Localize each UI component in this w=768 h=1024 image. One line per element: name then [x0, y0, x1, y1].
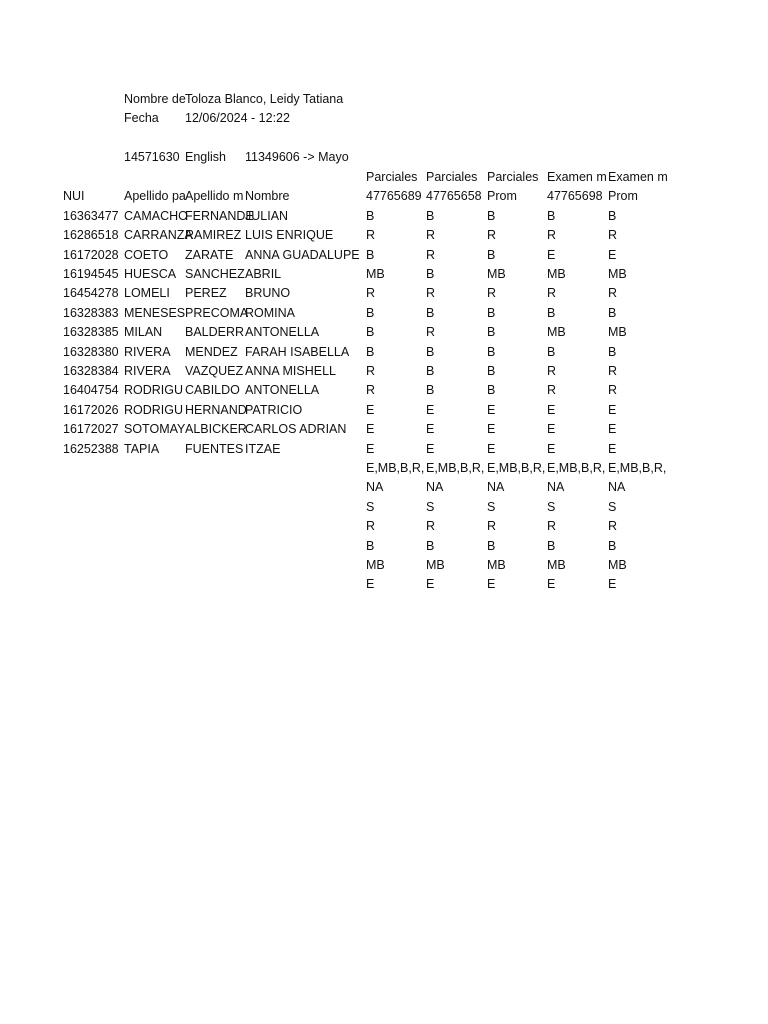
column-header: 47765658 [426, 189, 482, 204]
table-cell: MB [608, 325, 627, 340]
table-cell: RODRIGU [124, 383, 184, 398]
table-cell: B [487, 305, 496, 320]
table-cell: E [366, 402, 375, 417]
table-cell: LOMELI [124, 286, 170, 301]
table-cell: E [426, 402, 435, 417]
table-cell: B [487, 344, 496, 359]
table-cell: B [366, 247, 375, 262]
column-header: Apellido pa [124, 189, 186, 204]
column-header: 47765698 [547, 189, 603, 204]
legend-cell: NA [487, 480, 505, 495]
legend-cell: E [487, 577, 496, 592]
table-cell: E [547, 422, 556, 437]
table-cell: R [547, 228, 557, 243]
table-cell: JULIAN [245, 208, 289, 223]
table-cell: ZARATE [185, 247, 234, 262]
table-cell: HERNAND [185, 402, 247, 417]
table-cell: 16172026 [63, 402, 119, 417]
table-cell: PEREZ [185, 286, 227, 301]
table-cell: 16454278 [63, 286, 119, 301]
column-header: Prom [608, 189, 638, 204]
table-cell: E [608, 247, 617, 262]
table-cell: B [487, 364, 496, 378]
table-cell: R [487, 286, 497, 301]
table-cell: TAPIA [124, 441, 160, 456]
legend-cell: MB [487, 558, 506, 572]
table-cell: B [608, 344, 617, 359]
legend-cell: B [426, 538, 435, 553]
table-cell: E [547, 402, 556, 417]
table-cell: RIVERA [124, 364, 171, 378]
table-cell: R [366, 383, 376, 398]
table-cell: R [366, 286, 376, 301]
column-header: Prom [487, 189, 517, 204]
legend-cell: S [366, 499, 375, 514]
table-cell: E [487, 441, 496, 456]
table-cell: B [608, 305, 617, 320]
date-label: Fecha [124, 111, 159, 125]
table-cell: B [366, 208, 375, 223]
table-cell: MB [608, 267, 627, 281]
table-cell: B [426, 267, 435, 281]
column-group-header: Parciales [487, 170, 539, 184]
legend-cell: NA [366, 480, 384, 495]
table-cell: E [608, 422, 617, 437]
legend-cell: S [547, 499, 556, 514]
table-cell: MB [547, 325, 566, 340]
table-cell: MB [547, 267, 566, 281]
column-header: Apellido m [185, 189, 244, 204]
table-cell: 16194545 [63, 267, 119, 281]
table-cell: COETO [124, 247, 169, 262]
table-cell: 16363477 [63, 208, 119, 223]
legend-cell: B [608, 538, 617, 553]
legend-cell: R [366, 519, 376, 534]
table-cell: FARAH ISABELLA [245, 344, 350, 359]
table-cell: R [608, 383, 618, 398]
legend-cell: S [487, 499, 496, 514]
legend-cell: R [487, 519, 497, 534]
table-cell: ITZAE [245, 441, 281, 456]
table-cell: R [366, 364, 376, 378]
table-cell: E [608, 441, 617, 456]
table-cell: ANNA GUADALUPE [245, 247, 360, 262]
legend-cell: NA [426, 480, 444, 495]
table-cell: PATRICIO [245, 402, 303, 417]
legend-cell: MB [366, 558, 385, 572]
table-cell: FUENTES [185, 441, 244, 456]
table-cell: 16172028 [63, 247, 119, 262]
table-cell: CABILDO [185, 383, 240, 398]
table-cell: ABRIL [245, 267, 282, 281]
table-cell: LUIS ENRIQUE [245, 228, 334, 243]
table-cell: B [366, 305, 375, 320]
legend-cell: E [547, 577, 556, 592]
table-cell: E [608, 402, 617, 417]
table-cell: E [487, 422, 496, 437]
legend-cell: R [547, 519, 557, 534]
table-cell: E [487, 402, 496, 417]
table-cell: B [547, 305, 556, 320]
table-cell: BRUNO [245, 286, 291, 301]
table-cell: B [366, 325, 375, 340]
legend-cell: MB [426, 558, 445, 572]
column-header: Nombre [245, 189, 290, 204]
table-cell: R [547, 364, 557, 378]
legend-cell: E [366, 577, 375, 592]
table-cell: ROMINA [245, 305, 295, 320]
table-cell: B [426, 364, 435, 378]
table-cell: R [426, 228, 436, 243]
table-cell: FERNANDE [185, 208, 254, 223]
table-cell: 16328384 [63, 364, 119, 378]
table-cell: RAMIREZ [185, 228, 242, 243]
table-cell: B [426, 305, 435, 320]
table-cell: MENDEZ [185, 344, 238, 359]
table-cell: ANTONELLA [245, 325, 320, 340]
table-cell: CARLOS ADRIAN [245, 422, 347, 437]
table-cell: SOTOMAY [124, 422, 186, 437]
table-cell: E [426, 441, 435, 456]
table-cell: B [547, 208, 556, 223]
table-cell: MILAN [124, 325, 163, 340]
table-cell: RODRIGU [124, 402, 184, 417]
column-group-header: Parciales [366, 170, 418, 184]
table-cell: R [426, 247, 436, 262]
table-cell: E [366, 441, 375, 456]
table-cell: E [366, 422, 375, 437]
legend-cell: E,MB,B,R, [426, 461, 485, 475]
teacher-label: Nombre de [124, 92, 186, 106]
column-header: NUI [63, 189, 85, 204]
legend-cell: NA [547, 480, 565, 495]
table-cell: ANTONELLA [245, 383, 320, 398]
table-cell: R [547, 286, 557, 301]
period: 11349606 -> Mayo [245, 150, 349, 164]
legend-cell: E,MB,B,R, [366, 461, 425, 475]
table-cell: CARRANZA [124, 228, 193, 243]
table-cell: R [608, 228, 618, 243]
table-cell: B [487, 247, 496, 262]
table-cell: CAMACHO [124, 208, 188, 223]
table-cell: R [366, 228, 376, 243]
table-cell: R [608, 364, 618, 378]
table-cell: 16172027 [63, 422, 119, 437]
table-cell: B [608, 208, 617, 223]
legend-cell: MB [547, 558, 566, 572]
table-cell: R [487, 228, 497, 243]
table-cell: B [487, 383, 496, 398]
legend-cell: E,MB,B,R, [608, 461, 667, 475]
table-cell: BALDERR [185, 325, 245, 340]
table-cell: E [547, 247, 556, 262]
table-cell: 16328385 [63, 325, 119, 340]
column-group-header: Examen m [608, 170, 668, 184]
table-cell: R [608, 286, 618, 301]
table-cell: E [547, 441, 556, 456]
teacher-name: Toloza Blanco, Leidy Tatiana [185, 92, 344, 106]
table-cell: R [547, 383, 557, 398]
table-cell: B [426, 344, 435, 359]
table-cell: ANNA MISHELL [245, 364, 337, 378]
table-cell: 16404754 [63, 383, 119, 398]
table-cell: VAZQUEZ [185, 364, 244, 378]
subject: English [185, 150, 226, 164]
table-cell: 16328383 [63, 305, 119, 320]
table-cell: 16252388 [63, 441, 119, 456]
legend-cell: E,MB,B,R, [547, 461, 606, 475]
table-cell: B [487, 325, 496, 340]
legend-cell: R [426, 519, 436, 534]
legend-cell: S [426, 499, 435, 514]
legend-cell: E [426, 577, 435, 592]
table-cell: HUESCA [124, 267, 177, 281]
legend-cell: S [608, 499, 617, 514]
legend-cell: B [366, 538, 375, 553]
legend-cell: E,MB,B,R, [487, 461, 546, 475]
table-cell: B [426, 208, 435, 223]
legend-cell: B [487, 538, 496, 553]
table-cell: R [426, 325, 436, 340]
column-group-header: Examen m [547, 170, 607, 184]
legend-cell: E [608, 577, 617, 592]
table-cell: RIVERA [124, 344, 171, 359]
table-cell: MENESES [124, 305, 186, 320]
table-cell: R [426, 286, 436, 301]
legend-cell: R [608, 519, 618, 534]
table-cell: B [426, 383, 435, 398]
table-cell: ALBICKER [185, 422, 247, 437]
table-cell: B [366, 344, 375, 359]
table-cell: 16286518 [63, 228, 119, 243]
date-value: 12/06/2024 - 12:22 [185, 111, 290, 125]
table-cell: 16328380 [63, 344, 119, 359]
legend-cell: B [547, 538, 556, 553]
legend-cell: MB [608, 558, 627, 572]
table-cell: E [426, 422, 435, 437]
table-cell: MB [366, 267, 385, 281]
column-header: 47765689 [366, 189, 422, 204]
table-cell: B [487, 208, 496, 223]
column-group-header: Parciales [426, 170, 478, 184]
course-id: 14571630 [124, 150, 180, 164]
table-cell: PRECOMA [185, 305, 249, 320]
table-cell: MB [487, 267, 506, 281]
table-cell: B [547, 344, 556, 359]
legend-cell: NA [608, 480, 626, 495]
table-cell: SANCHEZ [185, 267, 245, 281]
